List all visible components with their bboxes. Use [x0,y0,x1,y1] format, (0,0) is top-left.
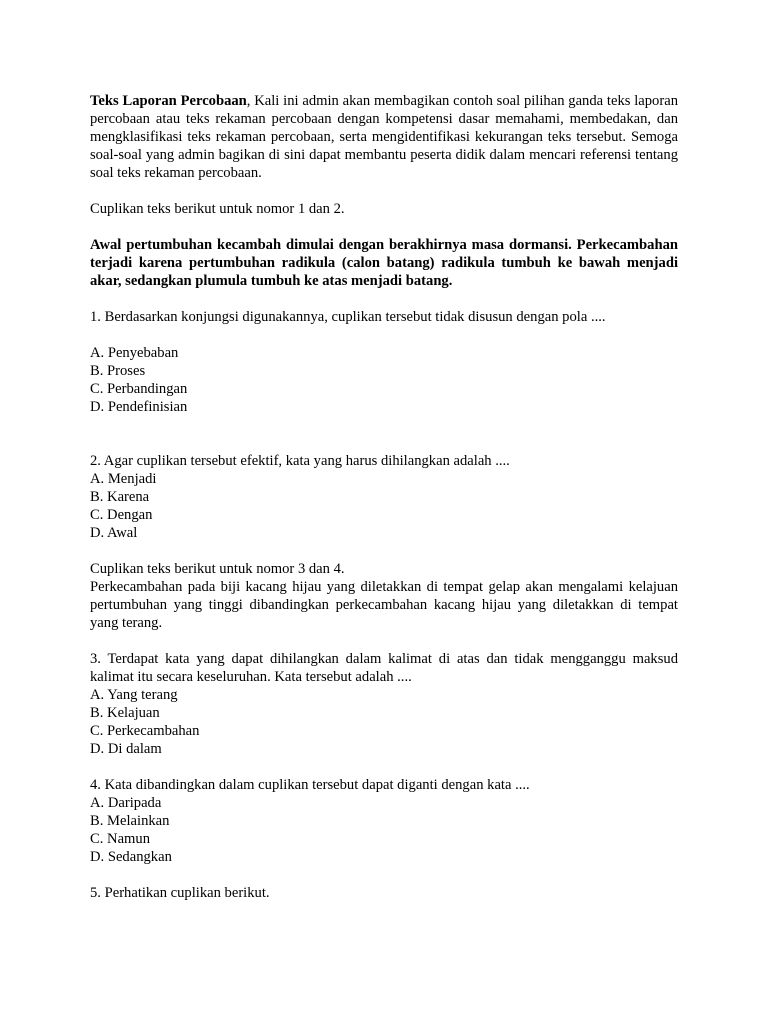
question-3-options [90,686,678,758]
question-1-text: 1. Berdasarkan konjungsi digunakannya, cuplikan tersebut tidak disusun dengan pola .... [90,309,606,325]
excerpt-1-text: Awal pertumbuhan kecambah dimulai dengan berakhirnya masa dormansi. Perkecambahan terjadi karena pertumbuhan radikula (calon batang) radikula tumbuh ke bawah menjadi akar, sedangkan plumula tumbuh ke atas menjadi batang. [90,237,678,289]
question-5-text: 5. Perhatikan cuplikan berikut. [90,885,270,901]
question-4-option-d: D. Sedangkan [90,849,172,865]
excerpt-2-lead: Cuplikan teks berikut untuk nomor 3 dan 4. [90,561,345,577]
question-1-option-b: B. Proses [90,363,146,379]
question-3-option-c: C. Perkecambahan [90,723,200,739]
intro-body: , Kali ini admin akan membagikan contoh soal pilihan ganda teks laporan percobaan atau teks rekaman percobaan dengan kompetensi dasar memahami, membedakan, dan mengklasifikasi teks rekaman percobaan, serta mengidentifikasi kekurangan teks tersebut. Semoga soal-soal yang admin bagikan di sini dapat membantu peserta didik dalam mencari referensi tentang soal teks rekaman percobaan. [90,93,678,181]
question-2-option-d: D. Awal [90,525,138,541]
question-1-option-d: D. Pendefinisian [90,399,188,415]
intro-title: Teks Laporan Percobaan [90,93,247,109]
question-2-option-a: A. Menjadi [90,471,157,487]
document-page [90,92,678,902]
question-3-option-b: B. Kelajuan [90,705,160,721]
question-1-option-a: A. Penyebaban [90,345,179,361]
question-4-option-b: B. Melainkan [90,813,170,829]
question-3-option-a: A. Yang terang [90,687,178,703]
question-2-option-c: C. Dengan [90,507,153,523]
question-4-options [90,794,678,866]
question-2-options [90,470,678,542]
question-3-text: 3. Terdapat kata yang dapat dihilangkan dalam kalimat di atas dan tidak mengganggu maksud kalimat itu secara keseluruhan. Kata tersebut adalah .... [90,651,678,685]
question-2-text: 2. Agar cuplikan tersebut efektif, kata yang harus dihilangkan adalah .... [90,453,510,469]
excerpt-1-lead: Cuplikan teks berikut untuk nomor 1 dan 2. [90,201,345,217]
question-2-option-b: B. Karena [90,489,150,505]
intro-paragraph [90,92,678,182]
question-4-option-c: C. Namun [90,831,150,847]
question-4-option-a: A. Daripada [90,795,162,811]
excerpt-2-text: Perkecambahan pada biji kacang hijau yang diletakkan di tempat gelap akan mengalami kelajuan pertumbuhan yang tinggi dibandingkan perkecambahan kacang hijau yang diletakkan di tempat yang terang. [90,579,678,631]
question-1-option-c: C. Perbandingan [90,381,188,397]
question-1-options [90,344,678,416]
question-4-text: 4. Kata dibandingkan dalam cuplikan tersebut dapat diganti dengan kata .... [90,777,530,793]
question-3-option-d: D. Di dalam [90,741,162,757]
